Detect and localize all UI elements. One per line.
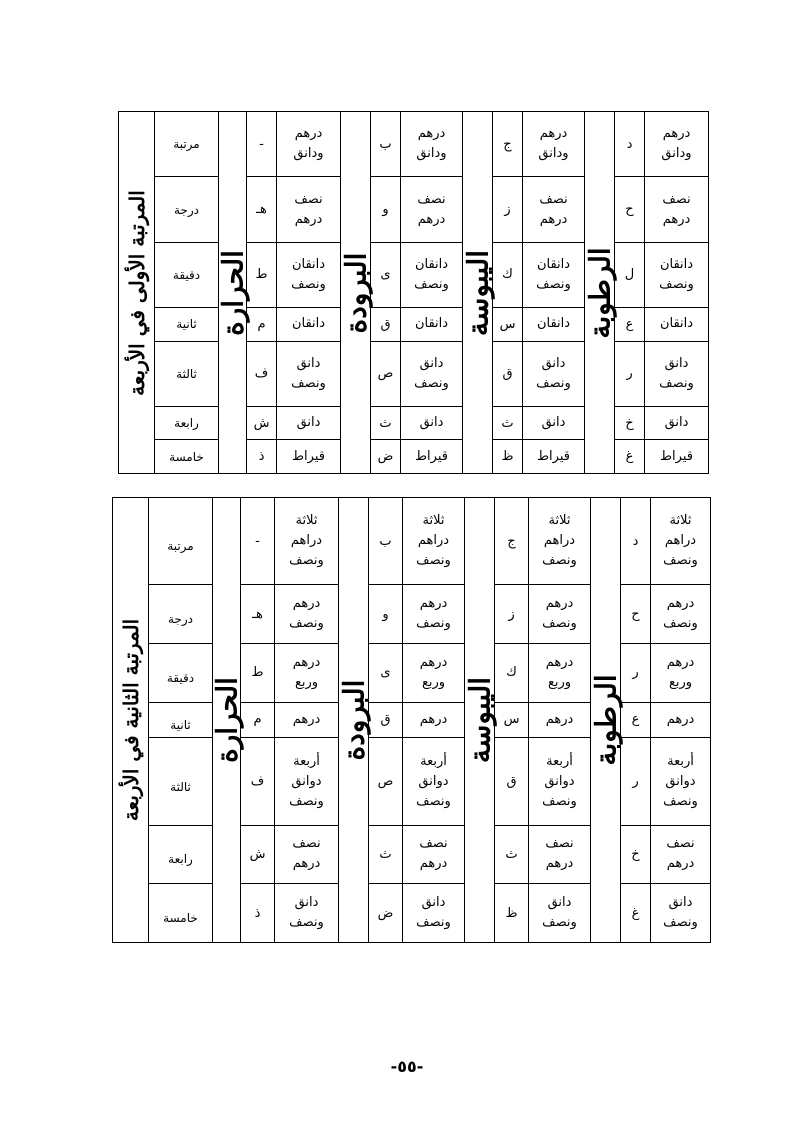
- heat-letter: م: [241, 702, 275, 738]
- dryness-value: درهم: [529, 702, 591, 738]
- heat-letter: -: [247, 112, 277, 177]
- dryness-letter: ظ: [495, 884, 529, 943]
- moisture-heading-text: الرطوبة: [583, 246, 616, 339]
- cold-value: درهم وربع: [403, 643, 465, 702]
- dryness-heading: [465, 498, 495, 943]
- moisture-value: دانقان ونصف: [645, 242, 709, 307]
- dryness-heading: [463, 112, 493, 474]
- heat-value: دانق ونصف: [275, 884, 339, 943]
- dryness-value: دانق ونصف: [523, 341, 585, 406]
- table-row: [113, 825, 711, 884]
- heat-value: درهم ونصف: [275, 585, 339, 644]
- rank-label: ثالثة: [155, 341, 219, 406]
- moisture-letter: ر: [621, 738, 651, 825]
- moisture-value: نصف درهم: [645, 177, 709, 242]
- moisture-letter: غ: [615, 440, 645, 474]
- moisture-letter: ل: [615, 242, 645, 307]
- moisture-letter: خ: [621, 825, 651, 884]
- heat-letter: ذ: [241, 884, 275, 943]
- heat-value: درهم: [275, 702, 339, 738]
- cold-letter: ص: [369, 738, 403, 825]
- cold-letter: ى: [369, 643, 403, 702]
- heat-heading-text: الحرارة: [210, 677, 243, 763]
- cold-letter: ى: [371, 242, 401, 307]
- cold-value: نصف درهم: [403, 825, 465, 884]
- moisture-value: درهم ودانق: [645, 112, 709, 177]
- dryness-letter: ظ: [493, 440, 523, 474]
- table-heading-text: المرتبة الأولى في الأربعة: [124, 189, 149, 396]
- moisture-value: دانقان: [645, 308, 709, 341]
- heat-value: دانق: [277, 406, 341, 439]
- moisture-value: قيراط: [645, 440, 709, 474]
- moisture-letter: ر: [615, 341, 645, 406]
- heat-letter: ف: [241, 738, 275, 825]
- table-heading: [113, 498, 149, 943]
- heat-value: درهم وربع: [275, 643, 339, 702]
- moisture-value: درهم ونصف: [651, 585, 711, 644]
- heat-letter: ذ: [247, 440, 277, 474]
- rank-label: ثانية: [155, 308, 219, 341]
- cold-letter: ض: [371, 440, 401, 474]
- heat-value: أربعة دوانق ونصف: [275, 738, 339, 825]
- dryness-letter: ز: [493, 177, 523, 242]
- heat-value: نصف درهم: [277, 177, 341, 242]
- dryness-letter: ج: [493, 112, 523, 177]
- heat-value: ثلاثة دراهم ونصف: [275, 498, 339, 585]
- cold-heading: [341, 112, 371, 474]
- heat-letter: -: [241, 498, 275, 585]
- table-row: [113, 884, 711, 943]
- dryness-letter: ث: [495, 825, 529, 884]
- dryness-letter: س: [493, 308, 523, 341]
- dryness-value: ثلاثة دراهم ونصف: [529, 498, 591, 585]
- dryness-heading-text: اليبوسة: [461, 249, 494, 336]
- cold-letter: ب: [371, 112, 401, 177]
- cold-letter: ب: [369, 498, 403, 585]
- rank-label: درجة: [155, 177, 219, 242]
- dryness-letter: س: [495, 702, 529, 738]
- cold-heading-text: البرودة: [339, 252, 372, 333]
- table-heading-text: المرتبة الثانية في الأربعة: [118, 618, 143, 822]
- table-row: [119, 406, 709, 439]
- table-row: [119, 440, 709, 474]
- rank-label: ثانية: [149, 702, 213, 738]
- heat-value: دانق ونصف: [277, 341, 341, 406]
- rank-label: دقيقة: [155, 242, 219, 307]
- rank-label: مرتبة: [149, 498, 213, 585]
- page-number: -٥٥-: [390, 1057, 424, 1076]
- moisture-heading: [591, 498, 621, 943]
- moisture-value: درهم وربع: [651, 643, 711, 702]
- table-first-rank: [118, 111, 709, 474]
- moisture-value: نصف درهم: [651, 825, 711, 884]
- dryness-heading-text: اليبوسة: [463, 676, 496, 764]
- moisture-value: درهم: [651, 702, 711, 738]
- rank-label: خامسة: [155, 440, 219, 474]
- dryness-value: درهم ونصف: [529, 585, 591, 644]
- dryness-value: درهم وربع: [529, 643, 591, 702]
- moisture-value: أربعة دوانق ونصف: [651, 738, 711, 825]
- cold-value: درهم ونصف: [403, 585, 465, 644]
- heat-value: قيراط: [277, 440, 341, 474]
- heat-letter: هـ: [247, 177, 277, 242]
- moisture-value: دانق ونصف: [651, 884, 711, 943]
- dryness-value: نصف درهم: [523, 177, 585, 242]
- cold-heading: [339, 498, 369, 943]
- cold-value: دانقان: [401, 308, 463, 341]
- moisture-letter: ر: [621, 643, 651, 702]
- cold-value: دانق ونصف: [401, 341, 463, 406]
- heat-heading: [210, 498, 243, 943]
- dryness-value: قيراط: [523, 440, 585, 474]
- heat-letter: م: [247, 308, 277, 341]
- dryness-value: دانقان: [523, 308, 585, 341]
- rank-label: دقيقة: [149, 643, 213, 702]
- rank-label: درجة: [149, 585, 213, 644]
- moisture-letter: د: [621, 498, 651, 585]
- heat-letter: ط: [247, 242, 277, 307]
- moisture-heading-text: الرطوبة: [589, 674, 622, 766]
- table-row: [119, 242, 709, 307]
- cold-letter: و: [371, 177, 401, 242]
- dryness-value: نصف درهم: [529, 825, 591, 884]
- dryness-letter: ق: [493, 341, 523, 406]
- moisture-letter: ع: [621, 702, 651, 738]
- cold-letter: ث: [371, 406, 401, 439]
- heat-heading-text: الحرارة: [216, 249, 249, 336]
- moisture-heading: [585, 112, 615, 474]
- rank-label: رابعة: [155, 406, 219, 439]
- cold-letter: ض: [369, 884, 403, 943]
- table-row: [119, 308, 709, 341]
- cold-heading-text: البرودة: [337, 679, 370, 761]
- table-heading: [119, 112, 155, 474]
- cold-letter: و: [369, 585, 403, 644]
- cold-value: نصف درهم: [401, 177, 463, 242]
- table-row: [119, 177, 709, 242]
- table-row: [113, 585, 711, 644]
- table-row: [119, 341, 709, 406]
- heat-letter: ط: [241, 643, 275, 702]
- moisture-value: ثلاثة دراهم ونصف: [651, 498, 711, 585]
- cold-value: أربعة دوانق ونصف: [403, 738, 465, 825]
- cold-letter: ص: [371, 341, 401, 406]
- rank-label: خامسة: [149, 884, 213, 943]
- dryness-letter: ز: [495, 585, 529, 644]
- moisture-letter: ح: [621, 585, 651, 644]
- dryness-letter: ج: [495, 498, 529, 585]
- cold-value: دانق: [401, 406, 463, 439]
- moisture-letter: ح: [615, 177, 645, 242]
- heat-value: دانقان: [277, 308, 341, 341]
- cold-letter: ق: [369, 702, 403, 738]
- heat-letter: ف: [247, 341, 277, 406]
- cold-value: درهم: [403, 702, 465, 738]
- table-second-rank: [112, 497, 711, 943]
- dryness-value: أربعة دوانق ونصف: [529, 738, 591, 825]
- heat-value: نصف درهم: [275, 825, 339, 884]
- heat-value: دانقان ونصف: [277, 242, 341, 307]
- moisture-letter: خ: [615, 406, 645, 439]
- dryness-letter: ق: [495, 738, 529, 825]
- cold-value: درهم ودانق: [401, 112, 463, 177]
- dryness-letter: ك: [493, 242, 523, 307]
- heat-letter: ش: [247, 406, 277, 439]
- table-row: [119, 112, 709, 177]
- dryness-value: دانق: [523, 406, 585, 439]
- heat-letter: ش: [241, 825, 275, 884]
- moisture-letter: غ: [621, 884, 651, 943]
- dryness-value: درهم ودانق: [523, 112, 585, 177]
- moisture-value: دانق: [645, 406, 709, 439]
- heat-letter: هـ: [241, 585, 275, 644]
- dryness-value: دانق ونصف: [529, 884, 591, 943]
- moisture-letter: ع: [615, 308, 645, 341]
- dryness-letter: ث: [493, 406, 523, 439]
- heat-value: درهم ودانق: [277, 112, 341, 177]
- cold-value: ثلاثة دراهم ونصف: [403, 498, 465, 585]
- cold-value: دانق ونصف: [403, 884, 465, 943]
- dryness-letter: ك: [495, 643, 529, 702]
- heat-heading: [216, 112, 249, 474]
- rank-label: رابعة: [149, 825, 213, 884]
- rank-label: ثالثة: [149, 738, 213, 825]
- rank-label: مرتبة: [155, 112, 219, 177]
- moisture-letter: د: [615, 112, 645, 177]
- table-row: [113, 498, 711, 585]
- dryness-value: دانقان ونصف: [523, 242, 585, 307]
- cold-letter: ق: [371, 308, 401, 341]
- cold-value: دانقان ونصف: [401, 242, 463, 307]
- moisture-value: دانق ونصف: [645, 341, 709, 406]
- cold-letter: ث: [369, 825, 403, 884]
- cold-value: قيراط: [401, 440, 463, 474]
